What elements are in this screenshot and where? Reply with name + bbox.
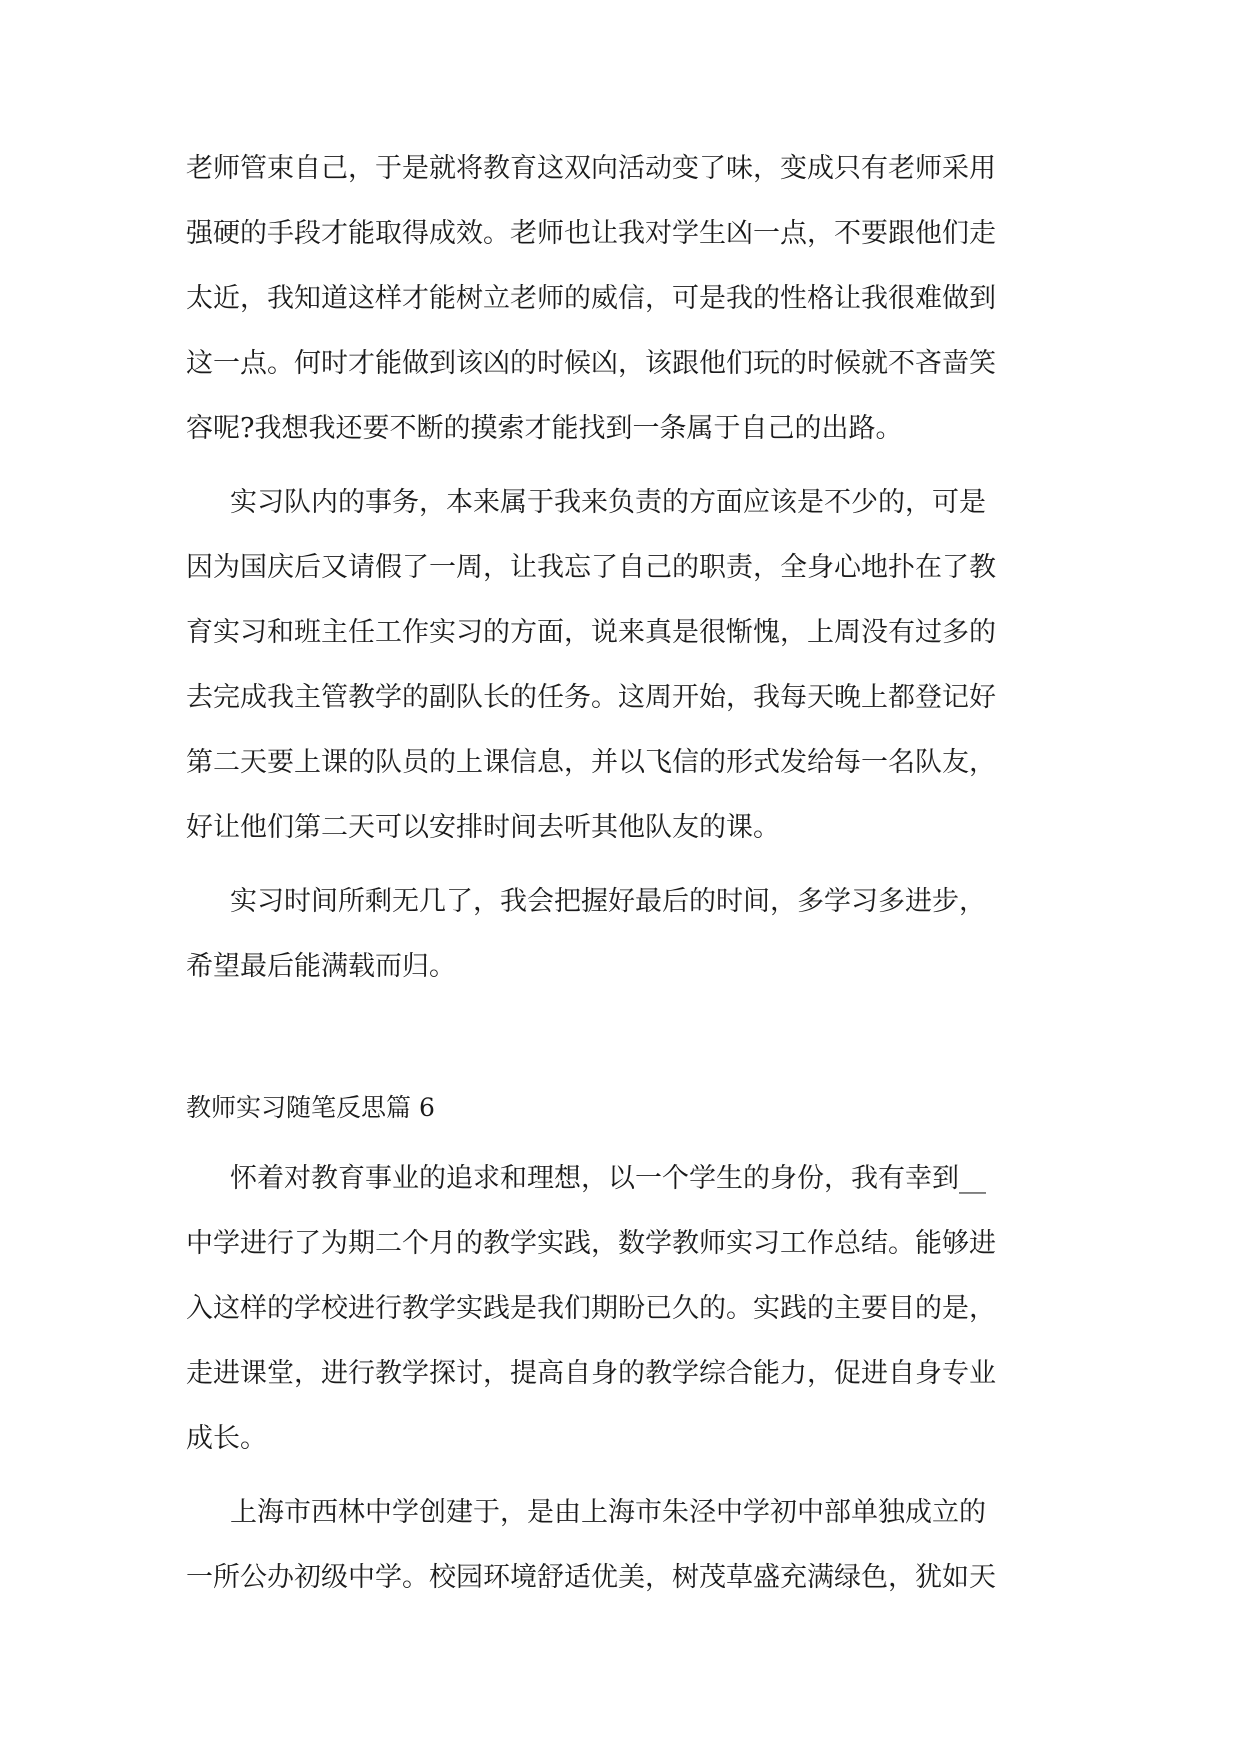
body-line: 第二天要上课的队员的上课信息，并以飞信的形式发给每一名队友， (186, 747, 996, 778)
body-line: 入这样的学校进行教学实践是我们期盼已久的。实践的主要目的是， (186, 1293, 996, 1324)
body-line: 去完成我主管教学的副队长的任务。这周开始，我每天晚上都登记好 (186, 682, 996, 713)
body-line: 因为国庆后又请假了一周，让我忘了自己的职责，全身心地扑在了教 (186, 552, 996, 583)
body-line: 实习队内的事务，本来属于我来负责的方面应该是不少的，可是 (230, 487, 986, 518)
body-line: 这一点。何时才能做到该凶的时候凶，该跟他们玩的时候就不吝啬笑 (186, 348, 996, 379)
body-line: 一所公办初级中学。校园环境舒适优美，树茂草盛充满绿色，犹如天 (186, 1562, 996, 1593)
body-line: 成长。 (186, 1423, 267, 1454)
body-line: 老师管束自己，于是就将教育这双向活动变了味，变成只有老师采用 (186, 153, 996, 184)
body-line: 上海市西林中学创建于，是由上海市朱泾中学初中部单独成立的 (230, 1497, 986, 1528)
body-line: 强硬的手段才能取得成效。老师也让我对学生凶一点，不要跟他们走 (186, 218, 996, 249)
body-line: 容呢?我想我还要不断的摸索才能找到一条属于自己的出路。 (186, 413, 903, 444)
body-line: 实习时间所剩无几了，我会把握好最后的时间，多学习多进步， (230, 886, 986, 917)
body-line: 怀着对教育事业的追求和理想，以一个学生的身份，我有幸到__ (230, 1163, 986, 1194)
body-line: 走进课堂，进行教学探讨，提高自身的教学综合能力，促进自身专业 (186, 1358, 996, 1389)
body-line: 太近，我知道这样才能树立老师的威信，可是我的性格让我很难做到 (186, 283, 996, 314)
section-heading: 教师实习随笔反思篇 6 (186, 1093, 435, 1122)
body-line: 中学进行了为期二个月的教学实践，数学教师实习工作总结。能够进 (186, 1228, 996, 1259)
body-line: 育实习和班主任工作实习的方面，说来真是很惭愧，上周没有过多的 (186, 617, 996, 648)
body-line: 希望最后能满载而归。 (186, 951, 456, 982)
body-line: 好让他们第二天可以安排时间去听其他队友的课。 (186, 812, 780, 843)
